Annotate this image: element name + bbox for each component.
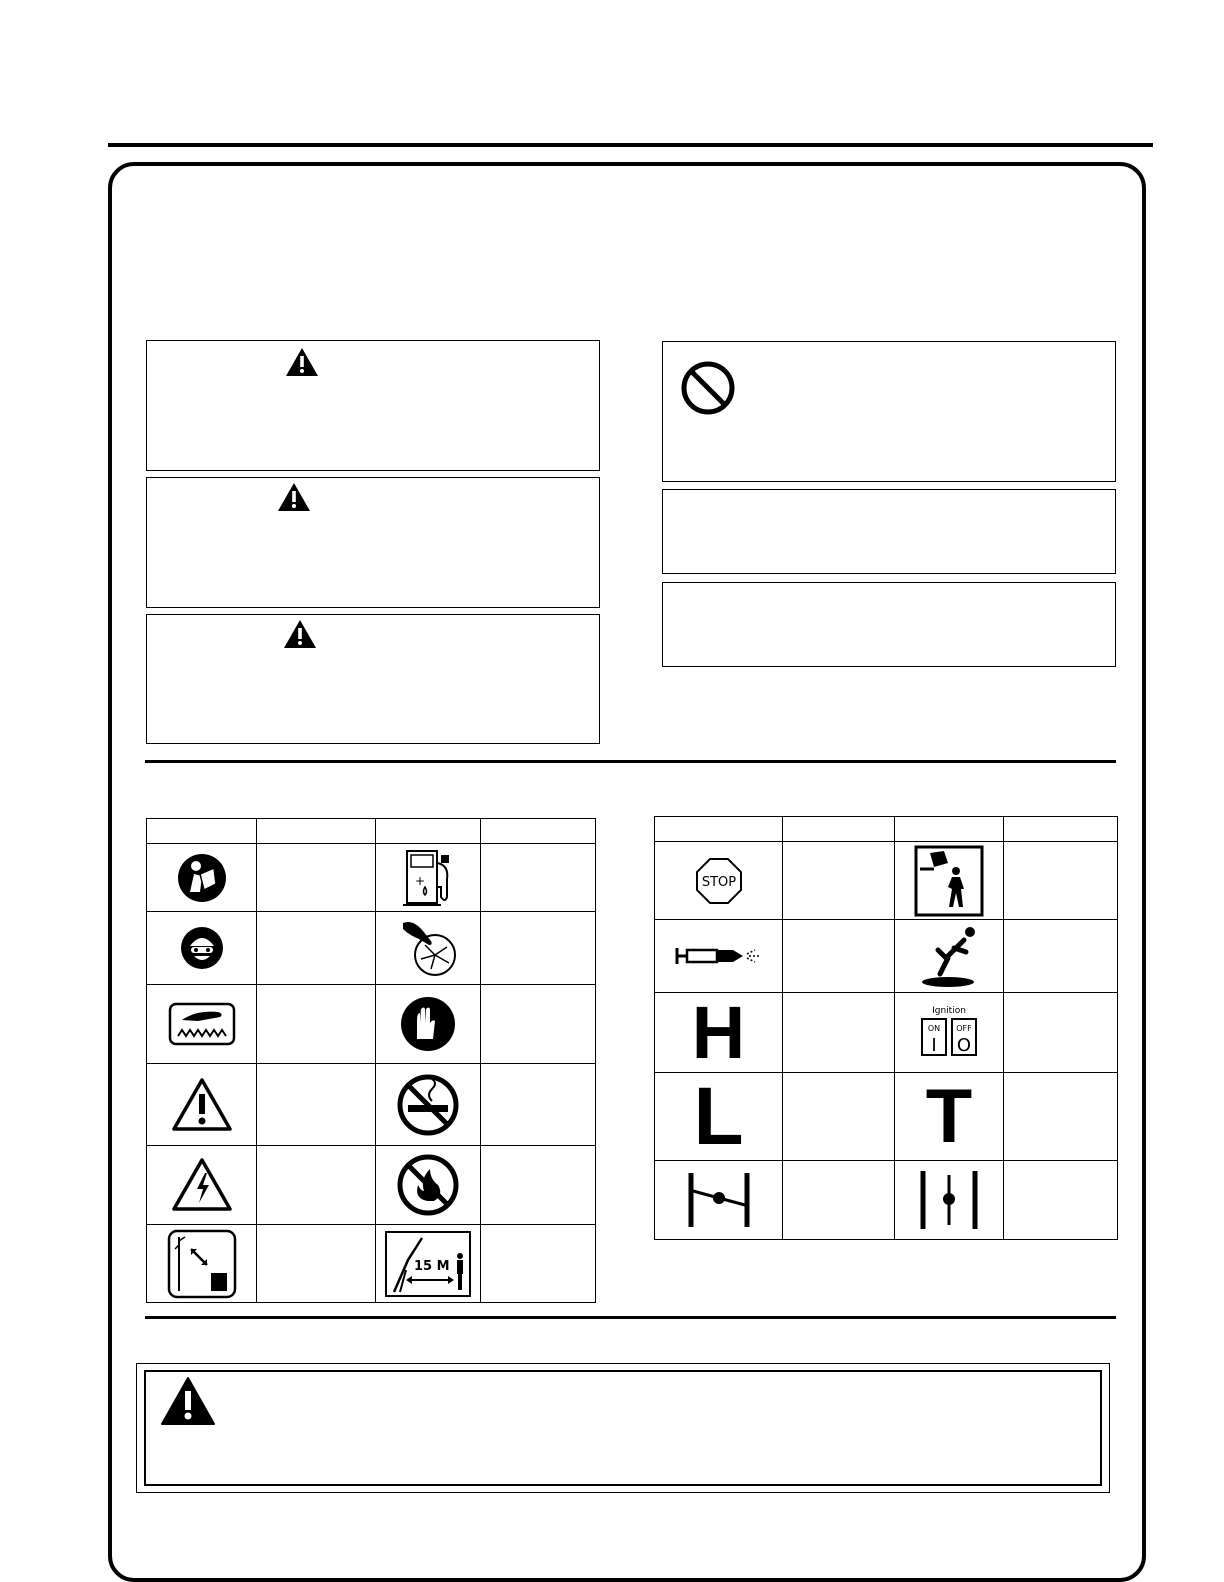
head-eye-protection-icon — [180, 926, 224, 970]
warning-triangle-icon — [160, 1376, 216, 1426]
on-symbol: I — [931, 1034, 937, 1056]
warning-triangle-icon — [283, 619, 317, 649]
no-open-flame-icon — [396, 1153, 460, 1217]
stop-label: STOP — [701, 874, 736, 890]
fuel-pump-icon — [401, 847, 455, 909]
table-row — [655, 920, 1118, 993]
high-pressure-injection-icon — [673, 942, 765, 970]
table-row — [147, 844, 596, 912]
caution-triangle-icon — [171, 1077, 233, 1133]
power-line-distance-icon — [167, 1229, 237, 1299]
section-divider — [145, 760, 1116, 763]
signal-panel-1 — [146, 340, 600, 471]
table-row — [147, 1146, 596, 1225]
slip-hazard-icon — [918, 924, 980, 988]
table-header-row — [147, 819, 596, 844]
signal-panel-3 — [146, 614, 600, 744]
table-row — [655, 993, 1118, 1073]
notice-panel-2 — [662, 489, 1116, 574]
choke-open-icon — [687, 1171, 751, 1229]
distance-label: 15 M — [414, 1258, 450, 1274]
top-rule — [108, 143, 1153, 147]
svg-text:+: + — [415, 873, 426, 888]
electric-shock-triangle-icon — [171, 1157, 233, 1213]
right-symbol-table — [654, 816, 1118, 1240]
table-row — [655, 842, 1118, 920]
left-symbol-table — [146, 818, 596, 1303]
table-header-row — [655, 817, 1118, 842]
letter-l-icon: L — [693, 1070, 744, 1162]
table-row — [147, 1064, 596, 1146]
table-row — [147, 1225, 596, 1303]
stop-sign-icon — [695, 857, 743, 905]
notice-panel-1 — [662, 341, 1116, 482]
choke-closed-icon — [917, 1169, 981, 1231]
on-label: ON — [927, 1023, 941, 1033]
off-label: OFF — [956, 1023, 972, 1033]
no-smoking-icon — [396, 1073, 460, 1137]
ignition-switch-icon — [916, 1003, 982, 1063]
signal-panel-2 — [146, 477, 600, 608]
read-manual-icon — [176, 852, 228, 904]
bottom-warning-box — [144, 1370, 1102, 1486]
keep-15m-distance-icon — [384, 1230, 472, 1298]
ignition-label: Ignition — [932, 1005, 966, 1016]
prohibition-circle-icon — [680, 360, 736, 416]
section-divider — [145, 1316, 1116, 1319]
letter-h-icon: H — [691, 990, 746, 1074]
table-row — [655, 1073, 1118, 1161]
table-row — [147, 912, 596, 985]
table-row — [655, 1161, 1118, 1240]
warning-triangle-icon — [277, 482, 311, 512]
thrown-object-person-icon — [914, 845, 984, 917]
hot-surface-hand-icon — [168, 1002, 236, 1046]
warning-triangle-icon — [285, 347, 319, 377]
off-symbol: O — [956, 1034, 972, 1056]
table-row — [147, 985, 596, 1064]
hand-contact-hot-surface-icon — [397, 917, 459, 979]
notice-panel-3 — [662, 582, 1116, 667]
letter-t-icon: T — [925, 1073, 973, 1159]
gloves-icon — [399, 995, 457, 1053]
